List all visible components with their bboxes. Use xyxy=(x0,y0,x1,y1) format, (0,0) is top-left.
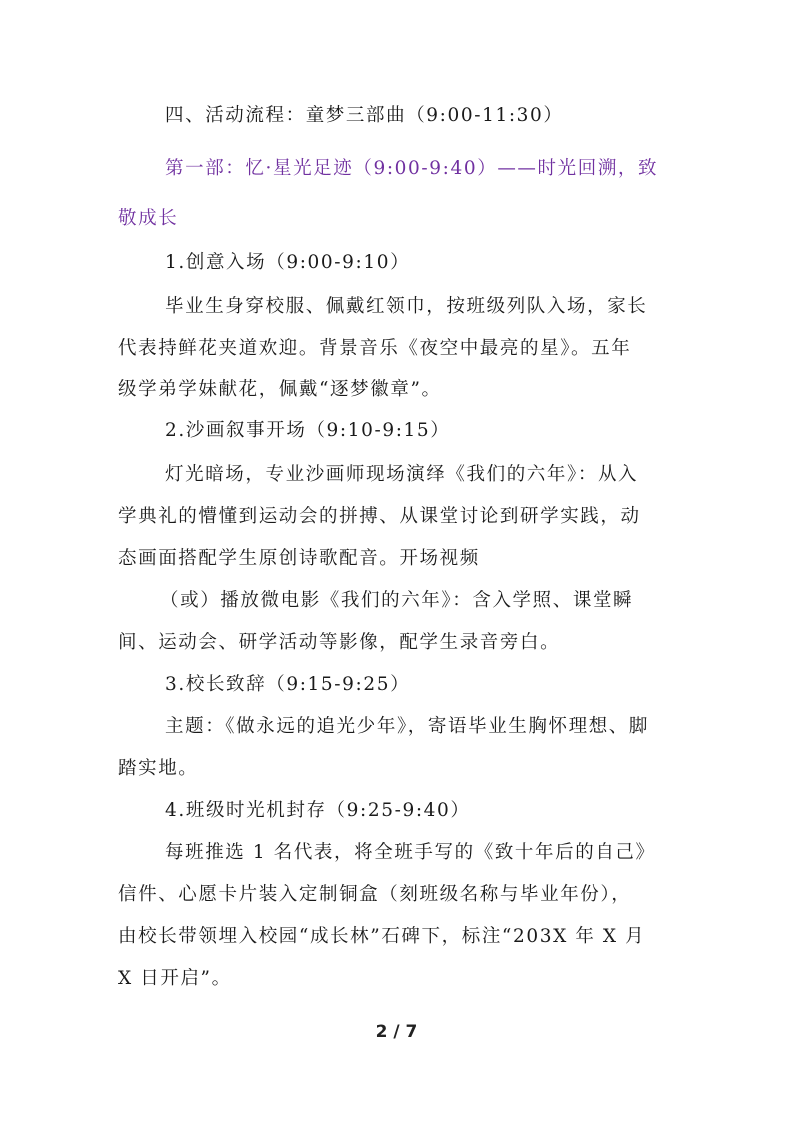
item2-line: 灯光暗场，专业沙画师现场演绎《我们的六年》：从入 xyxy=(165,464,639,485)
item1-line: 毕业生身穿校服、佩戴红领巾，按班级列队入场，家长 xyxy=(165,296,648,317)
item4-line: 每班推选 1 名代表，将全班手写的《致十年后的自己》 xyxy=(165,842,656,863)
item2-line: 学典礼的懵懂到运动会的拼搏、从课堂讨论到研学实践，动 xyxy=(118,506,641,527)
item3-line: 主题：《做永远的追光少年》，寄语毕业生胸怀理想、脚 xyxy=(165,716,650,737)
item1-line: 级学弟学妹献花，佩戴“逐梦徽章”。 xyxy=(118,379,442,400)
page-number: 2 / 7 xyxy=(375,1022,418,1042)
item3-title: 3.校长致辞（9:15-9:25） xyxy=(165,674,411,695)
item4-line: X 日开启”。 xyxy=(118,968,232,989)
item4-title: 4.班级时光机封存（9:25-9:40） xyxy=(165,800,471,821)
section-heading: 四、活动流程：童梦三部曲（9:00-11:30） xyxy=(165,105,564,126)
item2-line: 态画面搭配学生原创诗歌配音。开场视频 xyxy=(118,548,480,569)
item3-line: 踏实地。 xyxy=(118,758,199,779)
item4-line: 信件、心愿卡片装入定制铜盒（刻班级名称与毕业年份）， xyxy=(118,884,632,905)
item1-line: 代表持鲜花夹道欢迎。背景音乐《夜空中最亮的星》。五年 xyxy=(118,338,632,359)
part1-heading-line2: 敬成长 xyxy=(118,208,179,229)
item2-title: 2.沙画叙事开场（9:10-9:15） xyxy=(165,420,451,441)
item2-line: 间、运动会、研学活动等影像，配学生录音旁白。 xyxy=(118,632,561,653)
part1-heading-line1: 第一部：忆·星光足迹（9:00-9:40）——时光回溯，致 xyxy=(165,158,659,179)
item4-line: 由校长带领埋入校园“成长林”石碑下，标注“203X 年 X 月 xyxy=(118,926,646,947)
item2-line: （或）播放微电影《我们的六年》：含入学照、课堂瞬 xyxy=(160,590,634,611)
item1-title: 1.创意入场（9:00-9:10） xyxy=(165,252,411,273)
